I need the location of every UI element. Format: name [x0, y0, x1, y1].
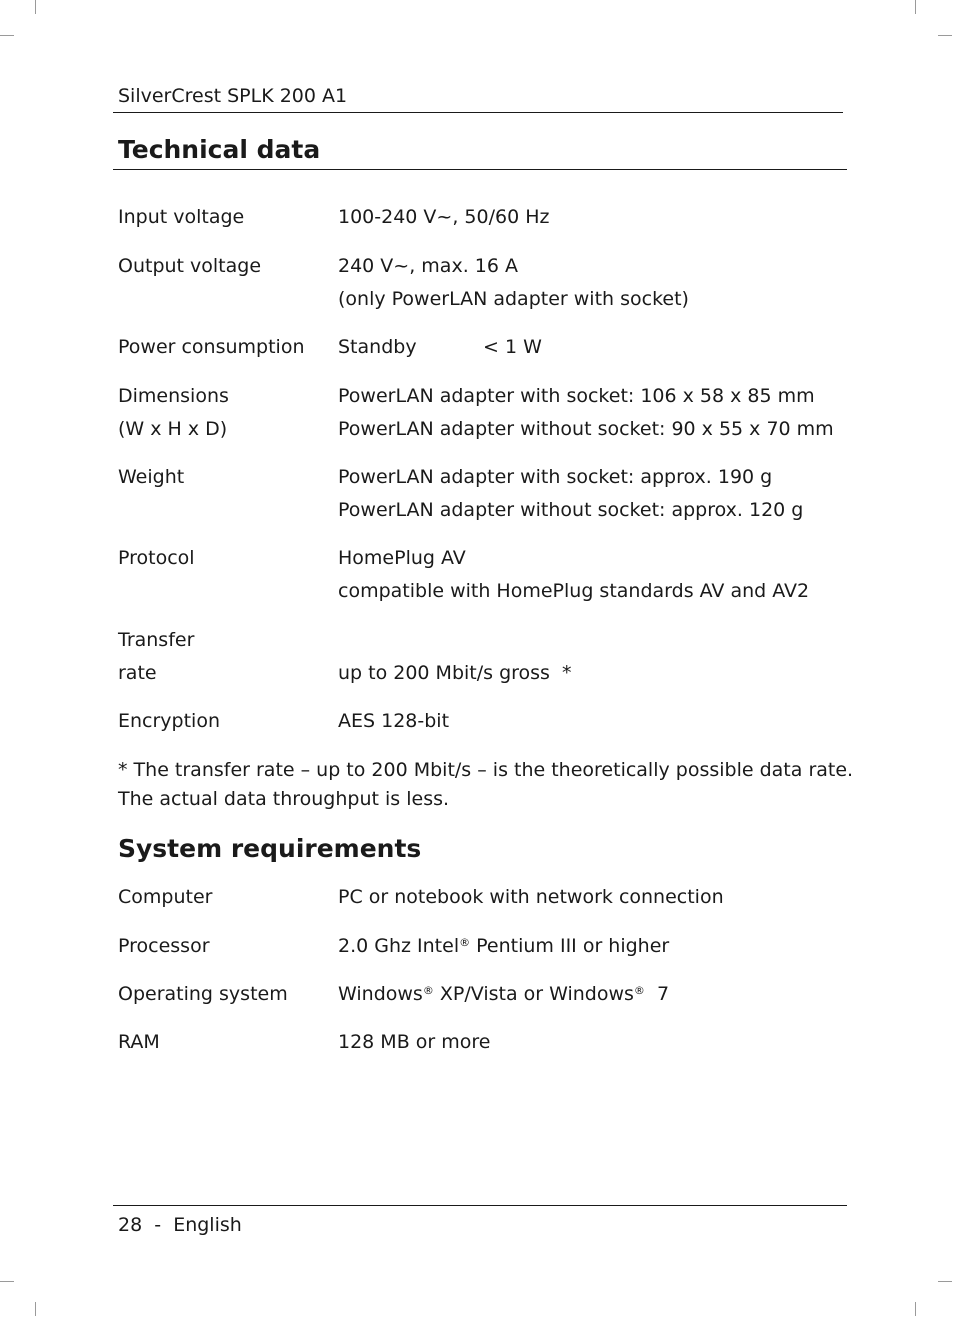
weight-with-socket: PowerLAN adapter with socket: approx. 190 g — [338, 466, 773, 488]
os-label: Operating system — [118, 983, 288, 1005]
registered-mark: ® — [459, 936, 471, 949]
encryption-value: AES 128-bit — [338, 710, 450, 732]
ram-value: 128 MB or more — [338, 1031, 491, 1053]
processor-value — [338, 934, 669, 958]
processor-value-post: Pentium III or higher — [470, 935, 670, 957]
protocol-label: Protocol — [118, 547, 195, 569]
transfer-rate-footnote-marker: * — [561, 662, 572, 684]
protocol-compat: compatible with HomePlug standards AV and AV2 — [338, 580, 810, 602]
processor-value-pre: 2.0 Ghz Intel — [338, 935, 460, 957]
output-voltage-value: 240 V~, max. 16 A — [338, 255, 518, 277]
header-product-name: SilverCrest SPLK 200 A1 — [118, 85, 348, 107]
encryption-label: Encryption — [118, 710, 221, 732]
computer-value: PC or notebook with network connection — [338, 886, 724, 908]
crop-mark — [35, 0, 36, 14]
weight-label: Weight — [118, 466, 185, 488]
dimensions-without-socket: PowerLAN adapter without socket: 90 x 55 x 70 mm — [338, 418, 834, 440]
input-voltage-value: 100-240 V~, 50/60 Hz — [338, 206, 550, 228]
section-rule — [113, 169, 847, 170]
footnote-line2: The actual data throughput is less. — [118, 788, 450, 810]
output-voltage-note: (only PowerLAN adapter with socket) — [338, 288, 689, 310]
crop-mark — [0, 35, 14, 36]
dimensions-label-sub: (W x H x D) — [118, 418, 228, 440]
transfer-rate-label-line1: Transfer — [118, 629, 195, 651]
section-title-technical-data: Technical data — [118, 135, 321, 164]
transfer-rate-label-line2: rate — [118, 662, 157, 684]
ram-label: RAM — [118, 1031, 160, 1053]
crop-mark — [35, 1302, 36, 1316]
crop-mark — [938, 35, 952, 36]
dimensions-with-socket: PowerLAN adapter with socket: 106 x 58 x 85 mm — [338, 385, 815, 407]
registered-mark: ® — [633, 984, 645, 997]
os-part2: XP/Vista or Windows — [433, 983, 634, 1005]
output-voltage-label: Output voltage — [118, 255, 262, 277]
dimensions-label: Dimensions — [118, 385, 229, 407]
power-consumption-label: Power consumption — [118, 336, 305, 358]
page-number: 28 - English — [118, 1214, 242, 1236]
registered-mark: ® — [422, 984, 434, 997]
processor-label: Processor — [118, 935, 210, 957]
power-consumption-mode: Standby — [338, 336, 417, 358]
footnote-line1: * The transfer rate – up to 200 Mbit/s – is the theoretically possible data rate. — [118, 759, 854, 781]
transfer-rate-text: up to 200 Mbit/s gross — [338, 662, 550, 684]
header-rule — [113, 112, 843, 113]
crop-mark — [938, 1281, 952, 1282]
crop-mark — [0, 1281, 14, 1282]
input-voltage-label: Input voltage — [118, 206, 245, 228]
os-part3: 7 — [644, 983, 670, 1005]
os-part1: Windows — [338, 983, 423, 1005]
transfer-rate-value — [338, 661, 571, 685]
os-value — [338, 982, 669, 1006]
protocol-value: HomePlug AV — [338, 547, 466, 569]
footer-rule — [113, 1205, 847, 1206]
computer-label: Computer — [118, 886, 213, 908]
crop-mark — [915, 1302, 916, 1316]
section-title-system-requirements: System requirements — [118, 834, 422, 863]
power-consumption-value: < 1 W — [483, 336, 542, 358]
weight-without-socket: PowerLAN adapter without socket: approx. 120 g — [338, 499, 804, 521]
crop-mark — [915, 0, 916, 14]
